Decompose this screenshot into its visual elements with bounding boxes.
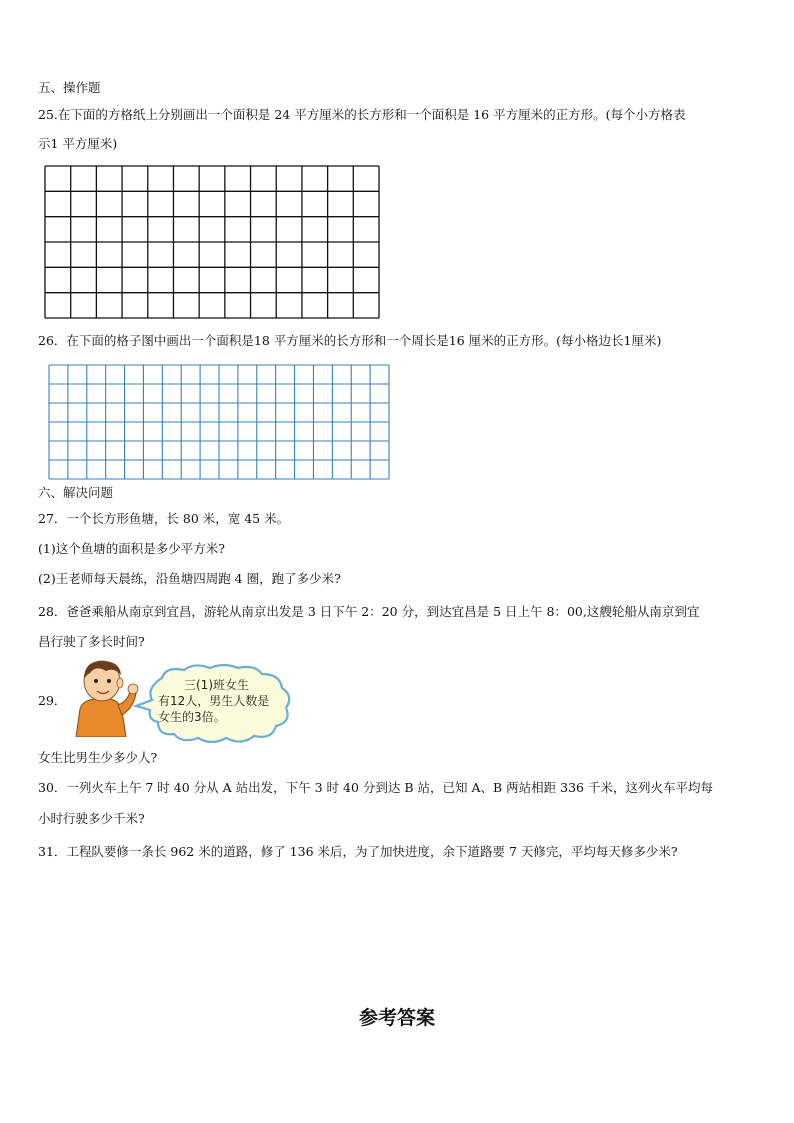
q30-text-line-1: 30．一列火车上午 7 时 40 分从 A 站出发，下午 3 时 40 分到达 B 站，已知 A、B 两站相距 336 千米，这列火车平均每 xyxy=(38,780,713,795)
q27-sub-question-2: (2)王老师每天晨练，沿鱼塘四周跑 4 圈，跑了多少米? xyxy=(38,571,341,586)
speech-line-3: 女生的3倍。 xyxy=(158,710,226,724)
q27-sub-question-1: (1)这个鱼塘的面积是多少平方米? xyxy=(38,541,225,556)
q29-number: 29． xyxy=(38,693,67,708)
q30-text-line-2: 小时行驶多少千米? xyxy=(38,811,145,826)
q25-text-line-1: 25.在下面的方格纸上分别画出一个面积是 24 平方厘米的长方形和一个面积是 16 平方厘米的正方形。(每个小方格表 xyxy=(38,107,686,122)
section-6-title: 六、解决问题 xyxy=(38,485,114,500)
answers-heading: 参考答案 xyxy=(358,1007,435,1029)
q29-question: 女生比男生少多少人? xyxy=(38,750,158,765)
speech-line-2: 有12人，男生人数是 xyxy=(158,694,270,708)
q28-text-line-1: 28．爸爸乘船从南京到宜昌，游轮从南京出发是 3 日下午 2：20 分，到达宜昌是 5 日上午 8：00,这艘轮船从南京到宜 xyxy=(38,604,700,619)
q28-text-line-2: 昌行驶了多长时间? xyxy=(38,634,145,649)
speech-line-1: 三(1)班女生 xyxy=(184,678,249,692)
boy-illustration xyxy=(66,657,142,737)
q25-text-line-2: 示1 平方厘米) xyxy=(38,136,118,151)
q26-grid-paper[interactable] xyxy=(48,364,390,480)
q25-grid-paper[interactable] xyxy=(44,165,380,319)
speech-bubble-text xyxy=(158,677,276,725)
q27-stem: 27．一个长方形鱼塘，长 80 米，宽 45 米。 xyxy=(38,511,290,526)
q26-text: 26．在下面的格子图中画出一个面积是18 平方厘米的长方形和一个周长是16 厘米的正方形。(每小格边长1厘米) xyxy=(38,333,662,348)
q31-text: 31．工程队要修一条长 962 米的道路，修了 136 米后，为了加快进度，余下道路要 7 天修完，平均每天修多少米? xyxy=(38,844,678,859)
section-5-title: 五、操作题 xyxy=(38,80,101,95)
